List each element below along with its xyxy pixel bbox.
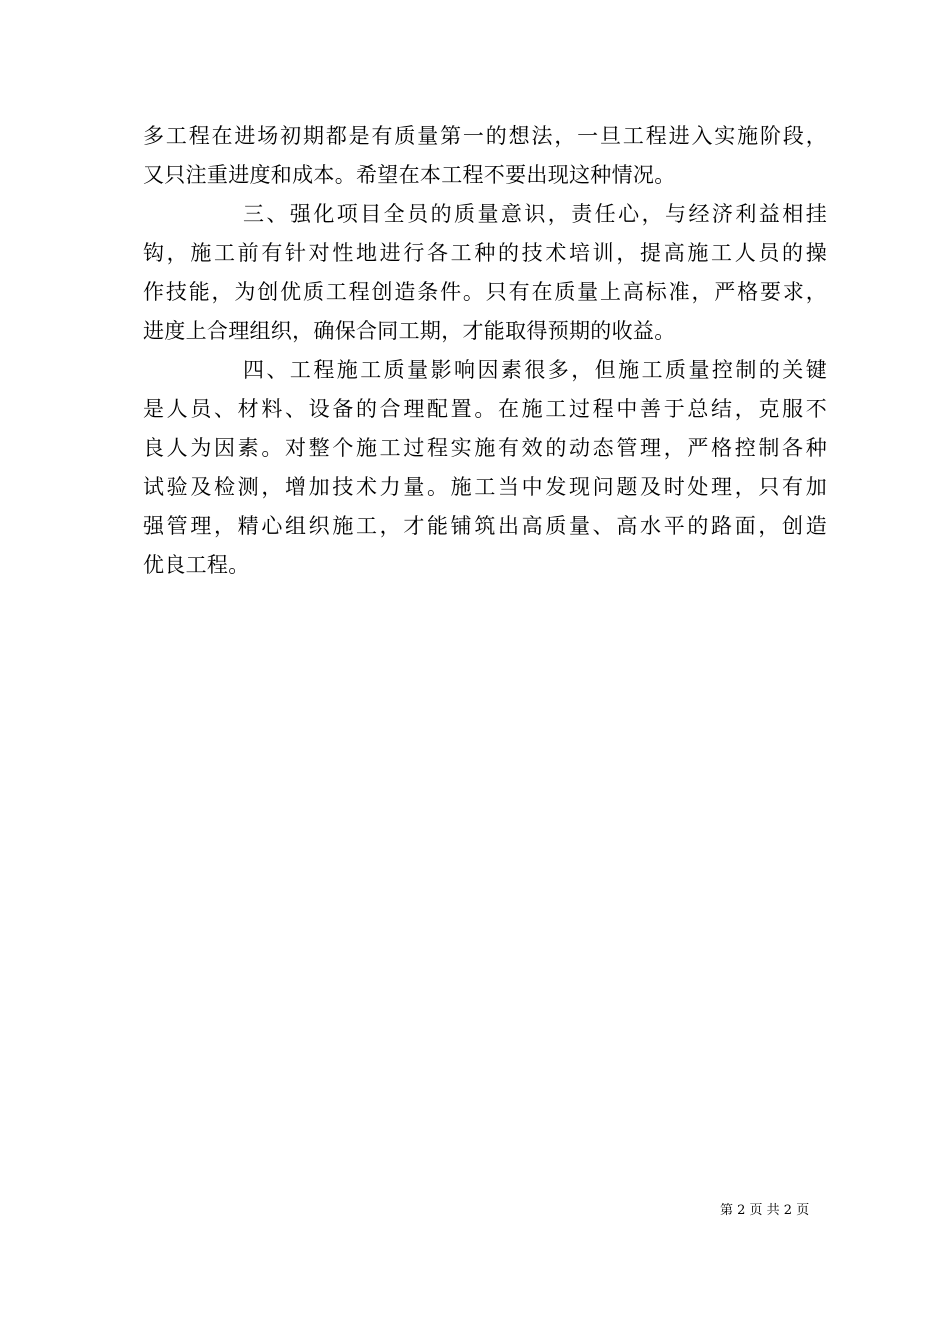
page-number-footer: 第 2 页 共 2 页 xyxy=(720,1203,810,1218)
paragraph-2-line-4: 进度上合理组织，确保合同工期，才能取得预期的收益。 xyxy=(143,319,676,343)
paragraph-3-line-6: 优良工程。 xyxy=(143,553,250,577)
paragraph-3-line-4: 试验及检测，增加技术力量。施工当中发现问题及时处理，只有加 xyxy=(143,475,827,499)
document-body xyxy=(143,117,827,585)
paragraph-2-line-3: 作技能，为创优质工程创造条件。只有在质量上高标准，严格要求， xyxy=(143,280,827,304)
paragraph-2-line-2: 钩，施工前有针对性地进行各工种的技术培训，提高施工人员的操 xyxy=(143,241,827,265)
paragraph-3-line-5: 强管理，精心组织施工，才能铺筑出高质量、高水平的路面，创造 xyxy=(143,514,827,538)
paragraph-1-line-2: 又只注重进度和成本。希望在本工程不要出现这种情况。 xyxy=(143,163,676,187)
paragraph-3-line-3: 良人为因素。对整个施工过程实施有效的动态管理，严格控制各种 xyxy=(143,436,827,460)
paragraph-1-line-1: 多工程在进场初期都是有质量第一的想法，一旦工程进入实施阶段， xyxy=(143,124,827,148)
paragraph-2-line-1: 三、强化项目全员的质量意识，责任心，与经济利益相挂 xyxy=(243,202,827,226)
paragraph-3-line-1: 四、工程施工质量影响因素很多，但施工质量控制的关键 xyxy=(243,358,827,382)
paragraph-3-line-2: 是人员、材料、设备的合理配置。在施工过程中善于总结，克服不 xyxy=(143,397,827,421)
